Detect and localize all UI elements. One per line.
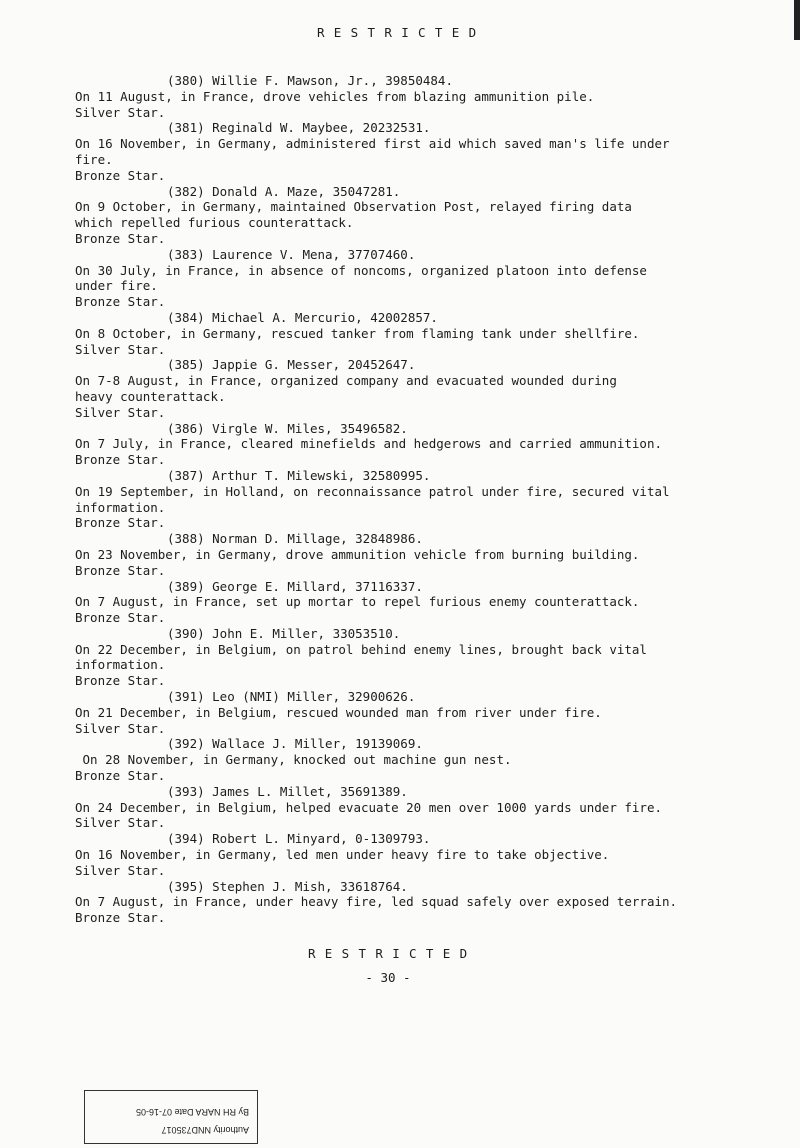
citation-text: On 19 September, in Holland, on reconnaissance patrol under fire, secured vital information. bbox=[75, 483, 670, 515]
recipient-name: (391) Leo (NMI) Miller, 32900626. bbox=[167, 689, 416, 705]
citation-entry bbox=[75, 879, 735, 926]
citation-text: On 8 October, in Germany, rescued tanker from flaming tank under shellfire. bbox=[75, 325, 640, 341]
citation-entry bbox=[75, 784, 735, 831]
recipient-name: (384) Michael A. Mercurio, 42002857. bbox=[167, 309, 438, 325]
award-name: Silver Star. bbox=[75, 862, 166, 878]
award-name: Bronze Star. bbox=[75, 610, 166, 626]
recipient-name: (394) Robert L. Minyard, 0-1309793. bbox=[167, 831, 431, 847]
citation-text: On 7 August, in France, under heavy fire, led squad safely over exposed terrain. bbox=[75, 894, 678, 910]
citation-entry bbox=[75, 73, 735, 120]
citation-entry bbox=[75, 120, 735, 183]
citation-entry bbox=[75, 357, 735, 420]
citation-entry bbox=[75, 421, 735, 468]
citation-entry bbox=[75, 579, 735, 626]
citation-text: On 9 October, in Germany, maintained Observation Post, relayed firing data which repelled furious counterattack. bbox=[75, 199, 632, 231]
citation-entry bbox=[75, 831, 735, 878]
recipient-name: (387) Arthur T. Milewski, 32580995. bbox=[167, 467, 431, 483]
award-name: Bronze Star. bbox=[75, 673, 166, 689]
recipient-name: (392) Wallace J. Miller, 19139069. bbox=[167, 736, 423, 752]
classification-footer: R E S T R I C T E D bbox=[307, 946, 469, 961]
page-number: - 30 - bbox=[365, 970, 411, 985]
recipient-name: (380) Willie F. Mawson, Jr., 39850484. bbox=[167, 73, 453, 88]
citation-entry bbox=[75, 626, 735, 689]
citation-text: On 28 November, in Germany, knocked out machine gun nest. bbox=[75, 752, 512, 768]
citation-text: On 7 July, in France, cleared minefields and hedgerows and carried ammunition. bbox=[75, 436, 662, 452]
recipient-name: (386) Virgle W. Miles, 35496582. bbox=[167, 420, 408, 436]
citation-entry bbox=[75, 689, 735, 736]
stamp-date: By RH NARA Date 07-16-05 bbox=[135, 1107, 249, 1117]
citation-text: On 23 November, in Germany, drove ammunition vehicle from burning building. bbox=[75, 546, 640, 562]
recipient-name: (382) Donald A. Maze, 35047281. bbox=[167, 183, 401, 199]
scan-edge-mark bbox=[794, 0, 800, 40]
recipient-name: (390) John E. Miller, 33053510. bbox=[167, 625, 401, 641]
citation-entry bbox=[75, 184, 735, 247]
recipient-name: (388) Norman D. Millage, 32848986. bbox=[167, 531, 423, 547]
citation-text: On 21 December, in Belgium, rescued wounded man from river under fire. bbox=[75, 704, 602, 720]
citation-text: On 7-8 August, in France, organized company and evacuated wounded during heavy counterattack. bbox=[75, 373, 617, 404]
award-name: Bronze Star. bbox=[75, 562, 166, 578]
citation-text: On 11 August, in France, drove vehicles from blazing ammunition pile. bbox=[75, 88, 595, 104]
stamp-authority: Authority NND735017 bbox=[161, 1125, 249, 1135]
award-name: Bronze Star. bbox=[75, 515, 166, 531]
award-name: Bronze Star. bbox=[75, 768, 166, 784]
award-name: Bronze Star. bbox=[75, 167, 166, 183]
award-name: Bronze Star. bbox=[75, 230, 166, 246]
citation-entry bbox=[75, 468, 735, 531]
award-name: Bronze Star. bbox=[75, 910, 166, 926]
citation-entry bbox=[75, 310, 735, 357]
declassification-stamp bbox=[84, 1090, 258, 1144]
citation-entry bbox=[75, 531, 735, 578]
classification-header: R E S T R I C T E D bbox=[316, 25, 478, 40]
recipient-name: (389) George E. Millard, 37116337. bbox=[167, 578, 423, 594]
citation-list bbox=[75, 73, 735, 926]
citation-text: On 22 December, in Belgium, on patrol behind enemy lines, brought back vital information. bbox=[75, 641, 647, 673]
award-name: Silver Star. bbox=[75, 720, 166, 736]
award-name: Bronze Star. bbox=[75, 452, 166, 468]
citation-text: On 7 August, in France, set up mortar to repel furious enemy counterattack. bbox=[75, 594, 640, 610]
citation-text: On 16 November, in Germany, led men under heavy fire to take objective. bbox=[75, 847, 610, 863]
recipient-name: (383) Laurence V. Mena, 37707460. bbox=[167, 246, 416, 262]
award-name: Silver Star. bbox=[75, 104, 166, 120]
award-name: Silver Star. bbox=[75, 815, 166, 831]
citation-entry bbox=[75, 736, 735, 783]
award-name: Silver Star. bbox=[75, 341, 166, 357]
citation-text: On 24 December, in Belgium, helped evacuate 20 men over 1000 yards under fire. bbox=[75, 799, 662, 815]
recipient-name: (381) Reginald W. Maybee, 20232531. bbox=[167, 120, 431, 136]
citation-entry bbox=[75, 247, 735, 310]
citation-text: On 30 July, in France, in absence of noncoms, organized platoon into defense under fire. bbox=[75, 262, 647, 294]
citation-text: On 16 November, in Germany, administered first aid which saved man's life under fire. bbox=[75, 136, 670, 167]
recipient-name: (393) James L. Millet, 35691389. bbox=[167, 783, 408, 799]
award-name: Silver Star. bbox=[75, 404, 166, 420]
recipient-name: (395) Stephen J. Mish, 33618764. bbox=[167, 878, 408, 894]
award-name: Bronze Star. bbox=[75, 294, 166, 310]
recipient-name: (385) Jappie G. Messer, 20452647. bbox=[167, 357, 416, 373]
